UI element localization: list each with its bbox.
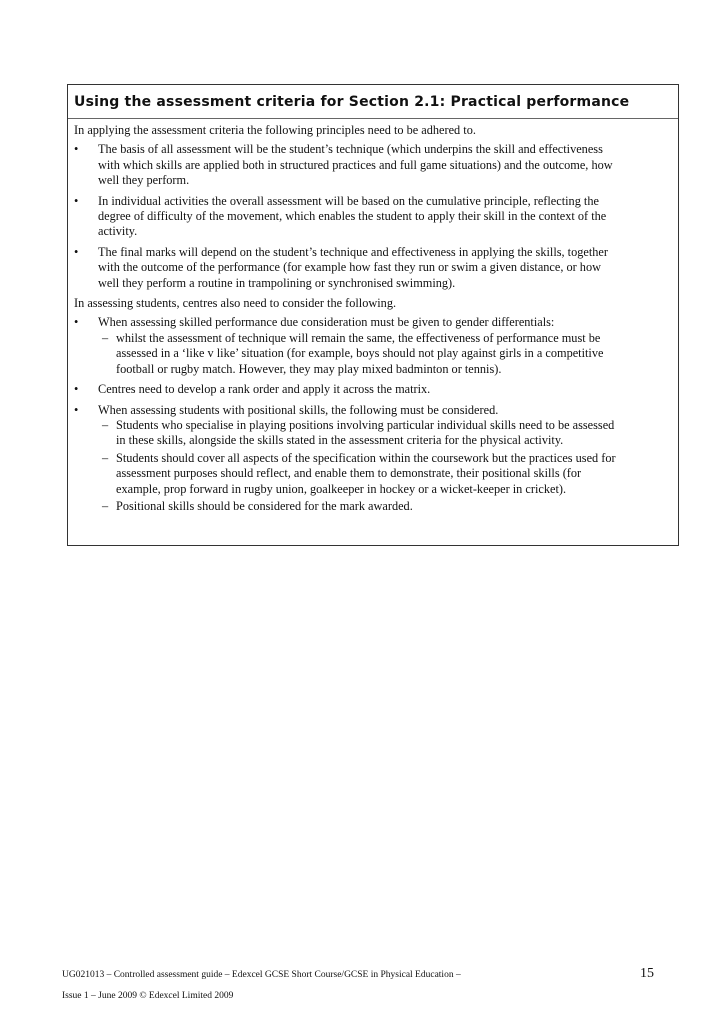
consideration-bullet bbox=[74, 315, 672, 377]
assessment-criteria-box bbox=[67, 84, 679, 546]
sub-item-text bbox=[116, 331, 672, 377]
text-line: The final marks will depend on the student’s technique and effectiveness in applying the skills, together bbox=[98, 244, 608, 259]
bullet-point-icon: • bbox=[74, 193, 79, 208]
text-line: in these skills, alongside the skills stated in the assessment criteria for the physical activity. bbox=[116, 433, 564, 448]
principle-bullet bbox=[74, 245, 672, 291]
text-line: Positional skills should be considered for the mark awarded. bbox=[116, 498, 413, 513]
text-line: degree of difficulty of the movement, which enables the student to apply their skill in the context of the bbox=[98, 209, 607, 224]
bullet-text bbox=[98, 403, 672, 418]
text-line: well they perform. bbox=[98, 173, 190, 188]
dash-marker-icon: – bbox=[102, 450, 109, 465]
text-line: football or rugby match. However, they may play mixed badminton or tennis). bbox=[116, 361, 502, 376]
text-line: In individual activities the overall assessment will be based on the cumulative principle, reflecting the bbox=[98, 193, 599, 208]
text-line: activity. bbox=[98, 224, 138, 239]
bullet-point-icon: • bbox=[74, 244, 79, 259]
section-title: Using the assessment criteria for Section 2.1: Practical performance bbox=[68, 85, 678, 119]
text-line: with the outcome of the performance (for example how fast they run or swim a given distance, or how bbox=[98, 260, 601, 275]
sub-item-text bbox=[116, 418, 672, 449]
text-line: The basis of all assessment will be the student’s technique (which underpins the skill and effectiveness bbox=[98, 142, 603, 157]
text-line: well they perform a routine in trampolining or synchronised swimming). bbox=[98, 275, 456, 290]
section-body bbox=[68, 119, 678, 514]
text-line: assessment purposes should reflect, and enable them to demonstrate, their positional skills (for bbox=[116, 466, 582, 481]
principle-bullet bbox=[74, 194, 672, 240]
bullet-text bbox=[98, 194, 672, 240]
text-line: with which skills are applied both in structured practices and full game situations) and the outcome, how bbox=[98, 157, 613, 172]
considerations-list bbox=[74, 315, 672, 514]
sub-list-item bbox=[74, 499, 672, 514]
consideration-bullet bbox=[74, 382, 672, 397]
bullet-text bbox=[98, 245, 672, 291]
bullet-text bbox=[98, 142, 672, 188]
sub-list-item bbox=[74, 331, 672, 377]
bullet-text bbox=[98, 315, 672, 330]
sub-item-list bbox=[98, 331, 672, 377]
bullet-text bbox=[98, 382, 672, 397]
text-line: assessed in a ‘like v like’ situation (for example, boys should not play against girls in a competitive bbox=[116, 346, 604, 361]
footer-document-reference: UG021013 – Controlled assessment guide – Edexcel GCSE Short Course/GCSE in Physical Education – bbox=[62, 970, 461, 980]
principle-bullet bbox=[74, 142, 672, 188]
sub-item-text bbox=[116, 499, 672, 514]
page-number: 15 bbox=[640, 966, 654, 981]
text-line: When assessing skilled performance due consideration must be given to gender differentials: bbox=[98, 315, 555, 330]
sub-item-list bbox=[98, 418, 672, 514]
bullet-point-icon: • bbox=[74, 382, 79, 397]
text-line: When assessing students with positional skills, the following must be considered. bbox=[98, 402, 499, 417]
consideration-bullet bbox=[74, 403, 672, 515]
footer-issue-copyright: Issue 1 – June 2009 © Edexcel Limited 2009 bbox=[62, 991, 234, 1001]
sub-item-text bbox=[116, 451, 672, 497]
bullet-point-icon: • bbox=[74, 142, 79, 157]
text-line: Students should cover all aspects of the specification within the coursework but the practices used for bbox=[116, 450, 616, 465]
dash-marker-icon: – bbox=[102, 330, 109, 345]
consider-intro-paragraph: In assessing students, centres also need to consider the following. bbox=[74, 296, 397, 311]
principles-list bbox=[74, 142, 672, 291]
text-line: Centres need to develop a rank order and apply it across the matrix. bbox=[98, 382, 431, 397]
text-line: whilst the assessment of technique will remain the same, the effectiveness of performance must be bbox=[116, 330, 601, 345]
sub-list-item bbox=[74, 451, 672, 497]
bullet-point-icon: • bbox=[74, 402, 79, 417]
text-line: Students who specialise in playing positions involving particular individual skills need to be assessed bbox=[116, 417, 615, 432]
bullet-point-icon: • bbox=[74, 315, 79, 330]
intro-paragraph: In applying the assessment criteria the following principles need to be adhered to. bbox=[74, 123, 476, 137]
text-line: example, prop forward in rugby union, goalkeeper in hockey or a wicket-keeper in cricket). bbox=[116, 481, 567, 496]
dash-marker-icon: – bbox=[102, 417, 109, 432]
dash-marker-icon: – bbox=[102, 498, 109, 513]
sub-list-item bbox=[74, 418, 672, 449]
